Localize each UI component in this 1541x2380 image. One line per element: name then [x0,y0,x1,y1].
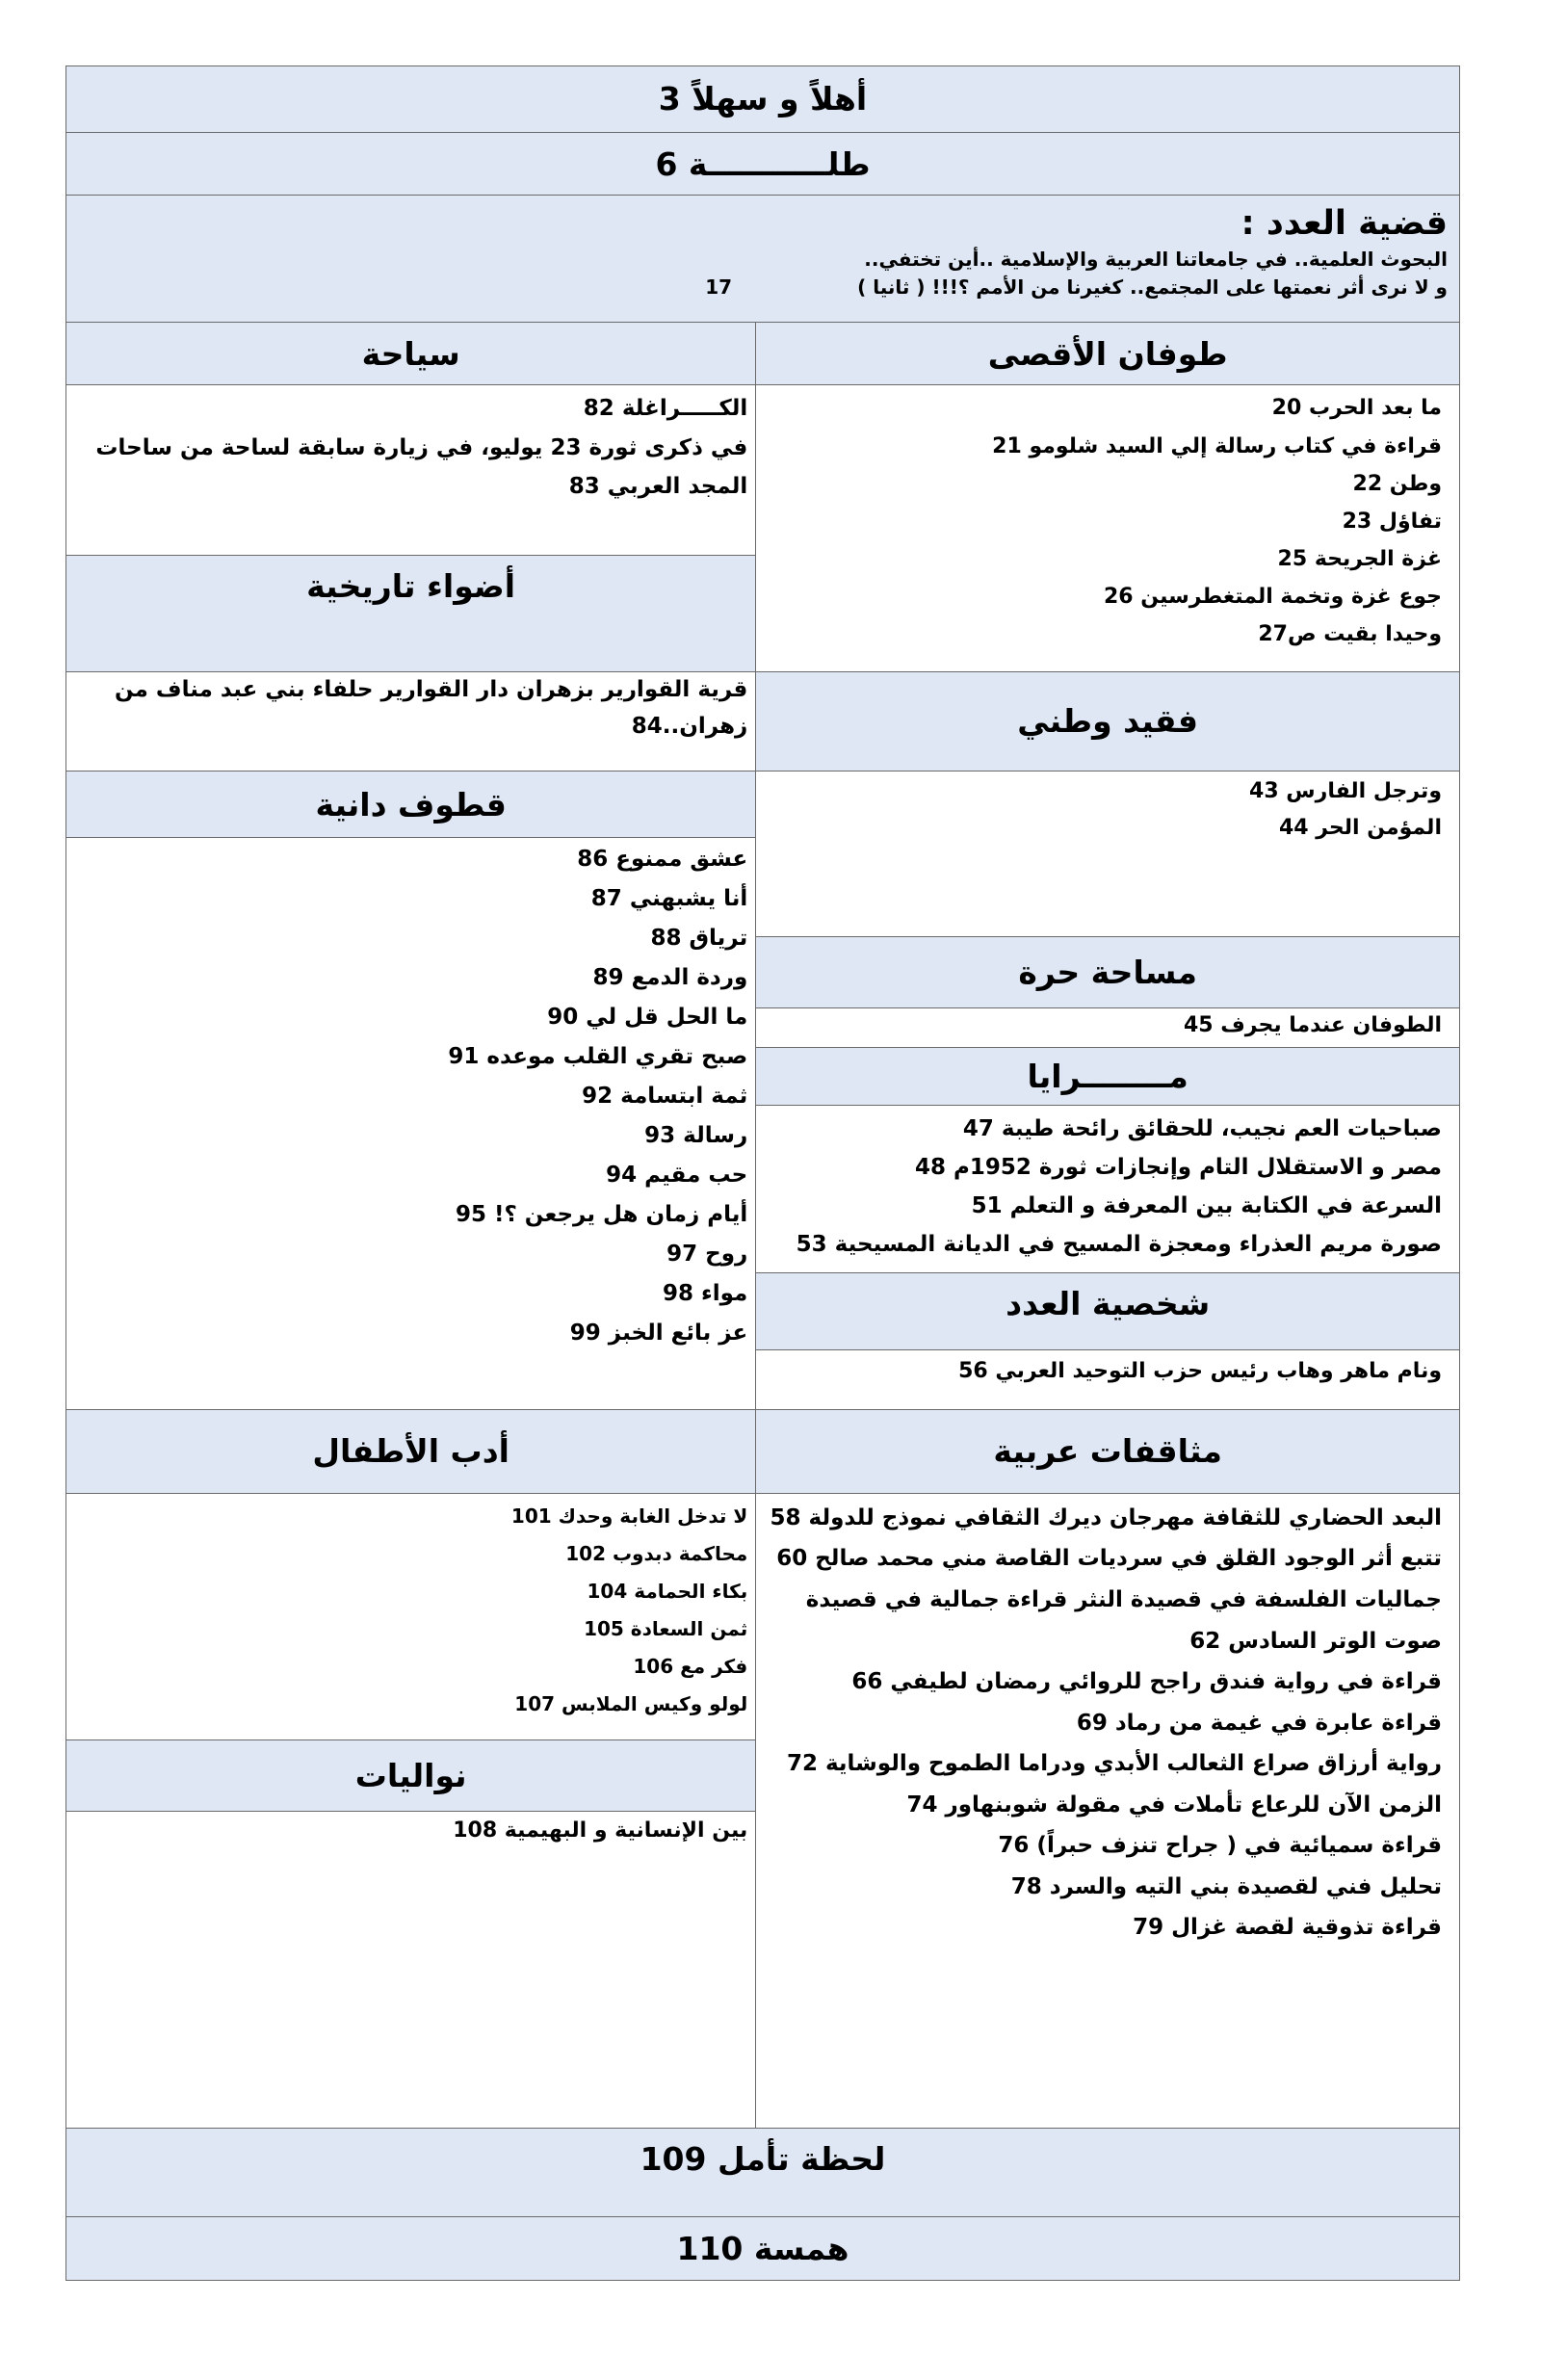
toc-entry: غزة الجريحة 25 [1277,547,1442,572]
toc-entry: البعد الحضاري للثقافة مهرجان ديرك الثقافي نموذج للدولة 58 [770,1504,1442,1530]
section-body-adwaa [66,672,756,772]
toc-entry: ما بعد الحرب 20 [1271,396,1442,421]
toc-entry: وطن 22 [1352,471,1442,496]
toc-entry: بين الإنسانية و البهيمية 108 [453,1818,748,1844]
toc-entry: الطوفان عندما يجرف 45 [1183,1012,1442,1037]
section-body-adab [66,1493,756,1740]
section-heading-shakhsiya: شخصية العدد [756,1273,1460,1350]
welcome-row: أهلاً و سهلاً 3 [66,66,1460,133]
section-body-shakhsiya [756,1350,1460,1410]
issue-topic-line-1: البحوث العلمية.. في جامعاتنا العربية والإسلامية ..أين تختفي.. [864,248,1448,272]
toc-entry: قراءة في رواية فندق راجح للروائي رمضان لطيفي 66 [851,1669,1442,1695]
issue-topic-line-2 [78,274,1448,301]
section-body-nawaliyat [66,1812,756,2128]
toc-entry: وحيدا بقيت ص27 [1258,622,1442,647]
toc-entry: السرعة في الكتابة بين المعرفة و التعلم 51 [971,1193,1442,1219]
toc-entry: لا تدخل الغابة وحدك 101 [510,1504,748,1528]
toc-entry: قراءة في كتاب رسالة إلي السيد شلومو 21 [992,433,1442,458]
toc-entry: ثمة ابتسامة 92 [582,1084,748,1110]
toc-entry: قرية القوارير بزهران دار القوارير حلفاء بني عبد مناف من زهران..84 [114,677,748,739]
toc-entry: المؤمن الحر 44 [1278,816,1442,841]
section-heading-faqid: فقيد وطني [756,672,1460,772]
section-body-faqid [756,771,1460,936]
issue-topic-page: 17 [705,275,733,300]
toc-entry: الكـــــراغلة 82 [583,396,748,422]
issue-topic-line-2-text: و لا نرى أثر نعمتها على المجتمع.. كغيرنا من الأمم ؟!!! ( ثانيا ) [857,275,1448,300]
table-of-contents [65,65,1460,2281]
section-heading-adab: أدب الأطفال [66,1409,756,1493]
section-heading-maraya: مــــــــرايا [756,1048,1460,1106]
issue-topic-row [66,196,1460,322]
toc-entry: أيام زمان هل يرجعن ؟! 95 [455,1201,748,1227]
section-body-qutuf [66,838,756,1409]
toc-entry: روح 97 [666,1241,748,1267]
toc-entry: مواء 98 [662,1280,748,1306]
toc-entry: فكر مع 106 [633,1654,748,1678]
section-heading-nawaliyat: نواليات [66,1740,756,1812]
section-heading-toufan: طوفان الأقصى [756,322,1460,385]
section-heading-masaha-hurra: مساحة حرة [756,937,1460,1008]
toc-entry: جماليات الفلسفة في قصيدة النثر قراءة جمالية في قصيدة صوت الوتر السادس 62 [805,1586,1442,1654]
toc-entry: ترياق 88 [650,926,748,952]
toc-entry: وترجل الفارس 43 [1249,778,1442,803]
toc-entry: تفاؤل 23 [1342,509,1442,534]
toc-entry: مصر و الاستقلال التام وإنجازات ثورة 1952م 48 [915,1154,1442,1180]
toc-entry: صباحيات العم نجيب، للحقائق رائحة طيبة 47 [962,1115,1442,1141]
toc-entry: قراءة عابرة في غيمة من رماد 69 [1076,1710,1442,1736]
toc-entry: ونام ماهر وهاب رئيس حزب التوحيد العربي 56 [958,1359,1442,1384]
toc-entry: وردة الدمع 89 [592,965,748,991]
toc-entry: بكاء الحمامة 104 [587,1579,748,1603]
toc-entry: صورة مريم العذراء ومعجزة المسيح في الديانة المسيحية 53 [796,1232,1442,1258]
closing-row-1: لحظة تأمل 109 [66,2128,1460,2216]
section-heading-muthaqafat: مثاقفات عربية [756,1409,1460,1493]
toc-entry: محاكمة دبدوب 102 [565,1541,748,1565]
closing-row-2: همسة 110 [66,2217,1460,2281]
toc-entry: في ذكرى ثورة 23 يوليو، في زيارة سابقة لساحة من ساحات المجد العربي 83 [95,434,748,499]
toc-entry: قراءة تذوقية لقصة غزال 79 [1133,1915,1442,1941]
toc-entry: قراءة سميائية في ( جراح تنزف حبراً) 76 [998,1833,1442,1859]
toc-entry: حب مقيم 94 [606,1162,748,1188]
toc-entry: رسالة 93 [644,1123,748,1149]
toc-entry: تتبع أثر الوجود القلق في سرديات القاصة مني محمد صالح 60 [776,1546,1442,1572]
toc-entry: ثمن السعادة 105 [584,1616,748,1640]
toc-entry: عز بائع الخبز 99 [569,1320,748,1346]
toc-entry: صبح تقري القلب موعده 91 [448,1044,748,1070]
issue-topic-title: قضية العدد : [1241,204,1448,244]
section-body-toufan [756,385,1460,672]
toc-entry: عشق ممنوع 86 [577,847,748,873]
toc-entry: تحليل فني لقصيدة بني التيه والسرد 78 [1010,1873,1442,1899]
talla-row: طلـــــــــــة 6 [66,132,1460,196]
toc-entry: ما الحل قل لي 90 [547,1005,748,1031]
toc-entry: لولو وكيس الملابس 107 [514,1691,748,1715]
section-heading-siyaha: سياحة [66,322,756,385]
toc-entry: جوع غزة وتخمة المتغطرسين 26 [1104,585,1442,610]
toc-entry: الزمن الآن للرعاع تأملات في مقولة شوبنهاور 74 [906,1792,1442,1818]
section-heading-adwaa: أضواء تاريخية [66,555,756,671]
section-body-muthaqafat [756,1493,1460,2128]
section-body-masaha-hurra [756,1007,1460,1047]
section-body-maraya [756,1105,1460,1272]
section-heading-qutuf: قطوف دانية [66,771,756,838]
section-body-siyaha [66,385,756,556]
toc-entry: رواية أرزاق صراع الثعالب الأبدي ودراما الطموح والوشاية 72 [786,1751,1442,1777]
toc-entry: أنا يشبهني 87 [590,886,748,912]
